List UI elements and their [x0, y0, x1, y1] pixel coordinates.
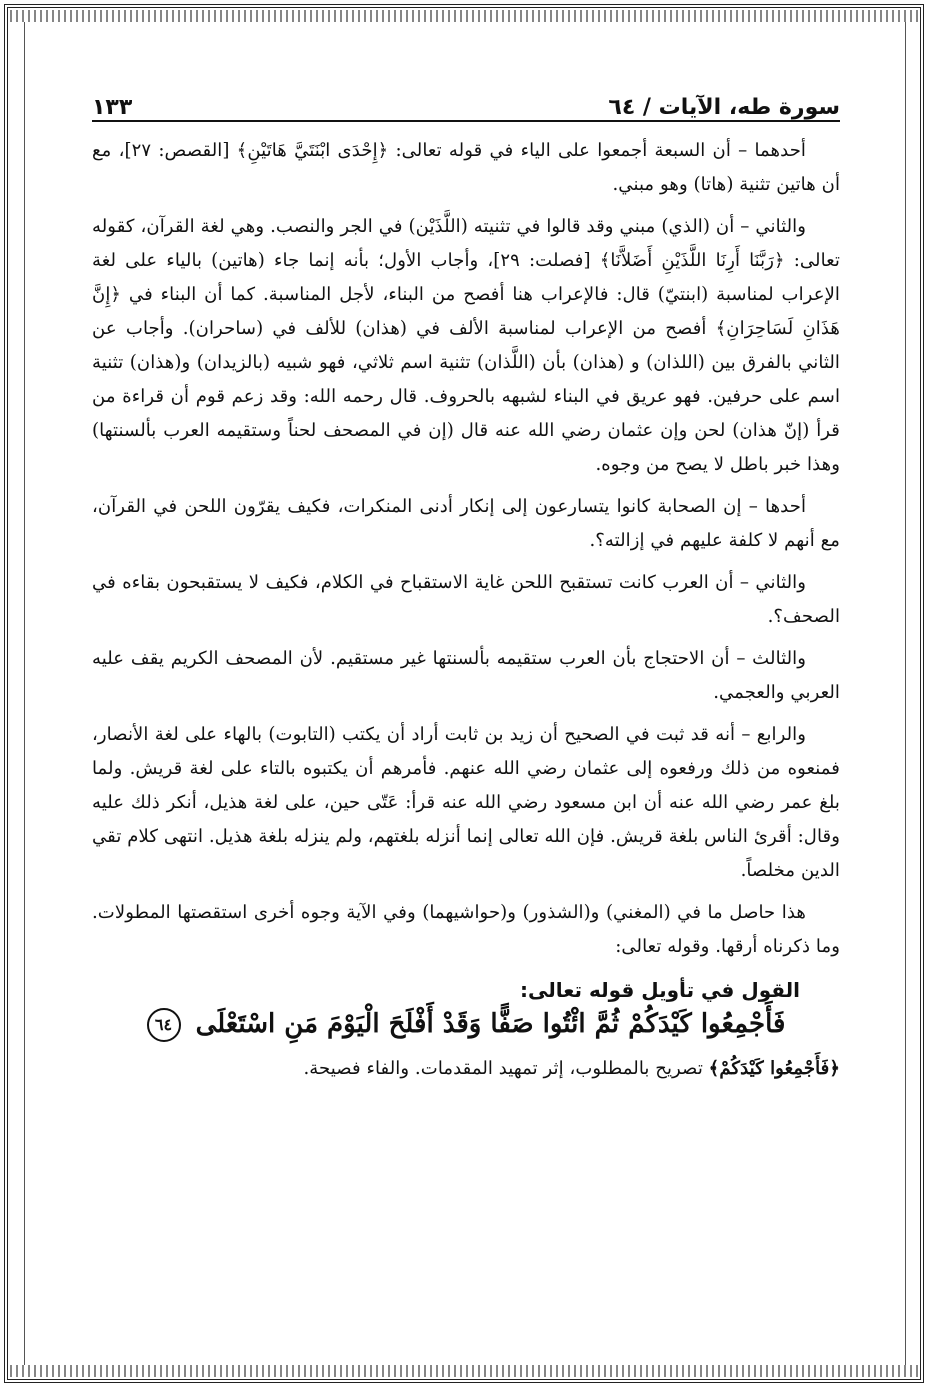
border-ornament-bottom: [10, 1365, 918, 1377]
header-title: سورة طه، الآيات / ٦٤: [608, 95, 840, 120]
paragraph: والثالث – أن الاحتجاج بأن العرب ستقيمه بألسنتها غير مستقيم. لأن المصحف الكريم يقف عليه العربي والعجمي.: [92, 648, 840, 703]
page-content: [92, 82, 840, 1094]
page-number: ١٣٣: [92, 95, 133, 120]
running-header: [92, 82, 840, 122]
closing-paragraph: [92, 1052, 840, 1086]
paragraph: والثاني – أن (الذي) مبني وقد قالوا في تثنيته (اللَّذَيْن) في الجر والنصب. وهي لغة القرآن، كقوله تعالى: ﴿رَبَّنَا أَرِنَا اللَّذَيْنِ أَضَلاَّنَا﴾ [فصلت: ٢٩]، وأجاب الأول؛ بأنه إنما جاء (هاتين) بالياء على لغة الإعراب لمناسبة (ابنتيّ) قال: فالإعراب هنا أفصح من البناء، لأجل المناسبة. كما أن البناء في ﴿إِنَّ هَذَانِ لَسَاحِرَانِ﴾ أفصح من الإعراب لمناسبة الألف في (هذان) للألف في (ساحران). وأجاب عن الثاني بالفرق بين (اللذان) و (هذان) بأن (اللَّذان) تثنية اسم ثلاثي، فهو شبيه (بالزيدان) و(هذان) تثنية اسم على حرفين. فهو عريق في البناء لشبهه بالحروف. قال رحمه الله: وقد زعم قوم أن قراءة من قرأ (إنّ هذان) لحن وإن عثمان رضي الله عنه قال (إن في المصحف لحناً وستقيمه العرب بألسنتها) وهذا خبر باطل لا يصح من وجوه.: [92, 216, 840, 475]
paragraph: أحدهما – أن السبعة أجمعوا على الياء في قوله تعالى: ﴿إِحْدَى ابْنَتَيَّ هَاتَيْنِ﴾ [القصص: ٢٧]، مع أن هاتين تثنية (هاتا) وهو مبني.: [92, 140, 840, 195]
paragraph: هذا حاصل ما في (المغني) و(الشذور) و(حواشيهما) وفي الآية وجوه أخرى استقصتها المطولات. وما ذكرناه أرقها. وقوله تعالى:: [92, 902, 840, 957]
paragraph: والرابع – أنه قد ثبت في الصحيح أن زيد بن ثابت أراد أن يكتب (التابوت) بالهاء على لغة الأنصار، فمنعوه من ذلك ورفعوه إلى عثمان رضي الله عنهم. فأمرهم أن يكتبوه بالتاء على لغة قريش. ولما بلغ عمر رضي الله عنه أن ابن مسعود رضي الله عنه قرأ: عَتّى حين، على لغة هذيل، أنكر ذلك عليه وقال: أقرئ الناس بلغة قريش. فإن الله تعالى إنما أنزله بلغتهم، ولم ينزله بلغة هذيل. انتهى كلام تقي الدين مخلصاً.: [92, 724, 840, 881]
verse-text: فَأَجْمِعُوا كَيْدَكُمْ ثُمَّ ائْتُوا صَفًّا وَقَدْ أَفْلَحَ الْيَوْمَ مَنِ اسْتَعْلَى: [195, 1009, 786, 1039]
paragraph: والثاني – أن العرب كانت تستقبح اللحن غاية الاستقباح في الكلام، فكيف لا يستقبحون بقاءه في الصحف؟.: [92, 572, 840, 627]
section-heading: القول في تأويل قوله تعالى:: [520, 978, 800, 1002]
closing-quote: ﴿فَأَجْمِعُوا كَيْدَكُمْ﴾: [708, 1058, 840, 1079]
verse-number-medallion: ٦٤: [147, 1008, 181, 1042]
quran-verse: [92, 1008, 840, 1042]
paragraph: أحدها – إن الصحابة كانوا يتسارعون إلى إنكار أدنى المنكرات، فكيف يقرّون اللحن في القرآن، مع أنهم لا كلفة عليهم في إزالته؟.: [92, 496, 840, 551]
border-ornament-top: [10, 10, 918, 22]
closing-text: تصريح بالمطلوب، إثر تمهيد المقدمات. والفاء فصيحة.: [303, 1058, 709, 1079]
